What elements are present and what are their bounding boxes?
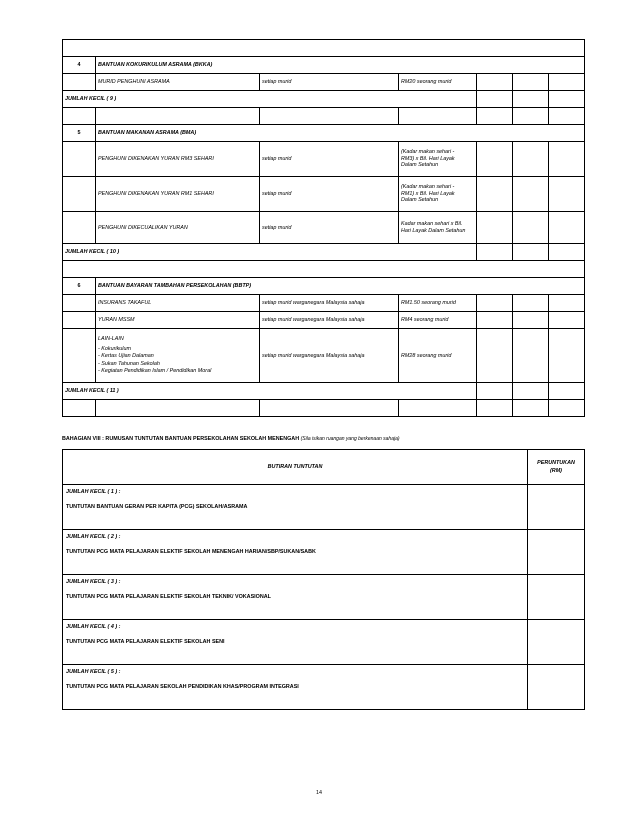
claims-table bbox=[62, 39, 585, 417]
item-description: YURAN MSSM bbox=[96, 312, 260, 329]
input-cell[interactable] bbox=[549, 383, 585, 400]
item-basis: setiap murid warganegara Malaysia sahaja bbox=[260, 329, 399, 383]
item-basis: setiap murid bbox=[260, 177, 399, 212]
item-rate: RM28 seorang murid bbox=[399, 329, 477, 383]
input-cell[interactable] bbox=[549, 91, 585, 108]
input-cell[interactable] bbox=[549, 244, 585, 261]
input-cell[interactable] bbox=[477, 244, 513, 261]
section-5-header bbox=[63, 125, 585, 142]
item-basis: setiap murid warganegara Malaysia sahaja bbox=[260, 312, 399, 329]
section-title: BANTUAN MAKANAN ASRAMA (BMA) bbox=[96, 125, 585, 142]
input-cell[interactable] bbox=[513, 329, 549, 383]
summary-row bbox=[63, 620, 585, 665]
page-number: 14 bbox=[316, 790, 322, 796]
amount-cell[interactable] bbox=[528, 620, 585, 665]
input-cell[interactable] bbox=[549, 74, 585, 91]
blank-row bbox=[63, 400, 585, 417]
input-cell[interactable] bbox=[549, 329, 585, 383]
table-row bbox=[63, 74, 585, 91]
input-cell[interactable] bbox=[513, 91, 549, 108]
subtotal-label: JUMLAH KECIL ( 9 ) bbox=[63, 91, 477, 108]
summary-row bbox=[63, 530, 585, 575]
table-row bbox=[63, 212, 585, 244]
subtotal-label: JUMLAH KECIL ( 11 ) bbox=[63, 383, 477, 400]
table-row bbox=[63, 295, 585, 312]
claim-description: TUNTUTAN BANTUAN GERAN PER KAPITA (PCG) SEKOLAH/ASRAMA bbox=[66, 504, 248, 510]
subtotal-row bbox=[63, 244, 585, 261]
input-cell[interactable] bbox=[513, 74, 549, 91]
item-basis: setiap murid bbox=[260, 142, 399, 177]
input-cell[interactable] bbox=[549, 142, 585, 177]
section-number: 4 bbox=[63, 57, 96, 74]
blank-row bbox=[63, 108, 585, 125]
input-cell[interactable] bbox=[513, 212, 549, 244]
item-description: MURID PENGHUNI ASRAMA bbox=[96, 74, 260, 91]
item-basis: setiap murid warganegara Malaysia sahaja bbox=[260, 295, 399, 312]
item-basis: setiap murid bbox=[260, 74, 399, 91]
summary-row bbox=[63, 575, 585, 620]
amount-cell[interactable] bbox=[528, 485, 585, 530]
item-rate: RM1.50 seorang murid bbox=[399, 295, 477, 312]
col-header-peruntukan: PERUNTUKAN (RM) bbox=[528, 450, 585, 485]
section-number: 5 bbox=[63, 125, 96, 142]
amount-cell[interactable] bbox=[528, 665, 585, 710]
item-rate: RM4 seorang murid bbox=[399, 312, 477, 329]
item-rate: (Kadar makan sehari - RM3) x Bil. Hari Layak Dalam Setahun bbox=[399, 142, 477, 177]
subtotal-row bbox=[63, 383, 585, 400]
input-cell[interactable] bbox=[477, 74, 513, 91]
input-cell[interactable] bbox=[477, 295, 513, 312]
subtotal-label: JUMLAH KECIL ( 1 ) : bbox=[66, 489, 121, 495]
item-rate: Kadar makan sehari x Bil. Hari Layak Dalam Setahun bbox=[399, 212, 477, 244]
item-description: INSURANS TAKAFUL bbox=[96, 295, 260, 312]
subtotal-label: JUMLAH KECIL ( 4 ) : bbox=[66, 624, 121, 630]
input-cell[interactable] bbox=[513, 142, 549, 177]
item-description: LAIN-LAIN - Kokurikulum - Kertas Ujian Dalaman - Sukan Tahunan Sekolah - Kegiatan Pendidikan Islam / Pendidikan Moral bbox=[96, 329, 260, 383]
section-8-note: (Sila isikan ruangan yang berkenaan sahaja) bbox=[300, 436, 400, 442]
input-cell[interactable] bbox=[477, 177, 513, 212]
input-cell[interactable] bbox=[513, 244, 549, 261]
col-header-butiran: BUTIRAN TUNTUTAN bbox=[63, 450, 528, 485]
subtotal-label: JUMLAH KECIL ( 3 ) : bbox=[66, 579, 121, 585]
input-cell[interactable] bbox=[549, 177, 585, 212]
summary-row bbox=[63, 665, 585, 710]
input-cell[interactable] bbox=[477, 142, 513, 177]
item-description: PENGHUNI DIKENAKAN YURAN RM1 SEHARI bbox=[96, 177, 260, 212]
amount-cell[interactable] bbox=[528, 575, 585, 620]
spacer-row bbox=[63, 261, 585, 278]
subtotal-label: JUMLAH KECIL ( 5 ) : bbox=[66, 669, 121, 675]
section-4-header bbox=[63, 57, 585, 74]
summary-header-row bbox=[63, 450, 585, 485]
claim-description: TUNTUTAN PCG MATA PELAJARAN ELEKTIF SEKOLAH MENENGAH HARIAN/SBP/SUKAN/SABK bbox=[66, 549, 316, 555]
amount-cell[interactable] bbox=[528, 530, 585, 575]
input-cell[interactable] bbox=[549, 212, 585, 244]
spacer-row bbox=[63, 40, 585, 57]
item-rate: (Kadar makan sehari - RM1) x Bil. Hari Layak Dalam Setahun bbox=[399, 177, 477, 212]
item-basis: setiap murid bbox=[260, 212, 399, 244]
table-row bbox=[63, 329, 585, 383]
input-cell[interactable] bbox=[477, 91, 513, 108]
input-cell[interactable] bbox=[477, 329, 513, 383]
input-cell[interactable] bbox=[477, 383, 513, 400]
section-title: BANTUAN KOKURIKULUM ASRAMA (BKKA) bbox=[96, 57, 585, 74]
subtotal-label: JUMLAH KECIL ( 2 ) : bbox=[66, 534, 121, 540]
lain-title: LAIN-LAIN bbox=[98, 336, 124, 343]
item-description: PENGHUNI DIKENAKAN YURAN RM3 SEHARI bbox=[96, 142, 260, 177]
table-row bbox=[63, 142, 585, 177]
section-8-heading: BAHAGIAN VIII : RUMUSAN TUNTUTAN BANTUAN PERSEKOLAHAN SEKOLAH MENENGAH (Sila isikan ruangan yang berkenaan sahaja) bbox=[62, 436, 400, 442]
subtotal-row bbox=[63, 91, 585, 108]
input-cell[interactable] bbox=[513, 383, 549, 400]
input-cell[interactable] bbox=[549, 295, 585, 312]
input-cell[interactable] bbox=[477, 312, 513, 329]
item-description: PENGHUNI DIKECUALIKAN YURAN bbox=[96, 212, 260, 244]
item-rate: RM20 seorang murid bbox=[399, 74, 477, 91]
input-cell[interactable] bbox=[513, 312, 549, 329]
input-cell[interactable] bbox=[513, 177, 549, 212]
section-6-header bbox=[63, 278, 585, 295]
table-row bbox=[63, 312, 585, 329]
summary-row bbox=[63, 485, 585, 530]
input-cell[interactable] bbox=[549, 312, 585, 329]
claim-description: TUNTUTAN PCG MATA PELAJARAN ELEKTIF SEKOLAH TEKNIK/ VOKASIONAL bbox=[66, 594, 271, 600]
input-cell[interactable] bbox=[477, 212, 513, 244]
summary-table bbox=[62, 449, 585, 710]
section-number: 6 bbox=[63, 278, 96, 295]
claim-description: TUNTUTAN PCG MATA PELAJARAN ELEKTIF SEKOLAH SENI bbox=[66, 639, 225, 645]
section-title: BANTUAN BAYARAN TAMBAHAN PERSEKOLAHAN (BBTP) bbox=[96, 278, 585, 295]
input-cell[interactable] bbox=[513, 295, 549, 312]
subtotal-label: JUMLAH KECIL ( 10 ) bbox=[63, 244, 477, 261]
claim-description: TUNTUTAN PCG MATA PELAJARAN SEKOLAH PENDIDIKAN KHAS/PROGRAM INTEGRASI bbox=[66, 684, 299, 690]
table-row bbox=[63, 177, 585, 212]
